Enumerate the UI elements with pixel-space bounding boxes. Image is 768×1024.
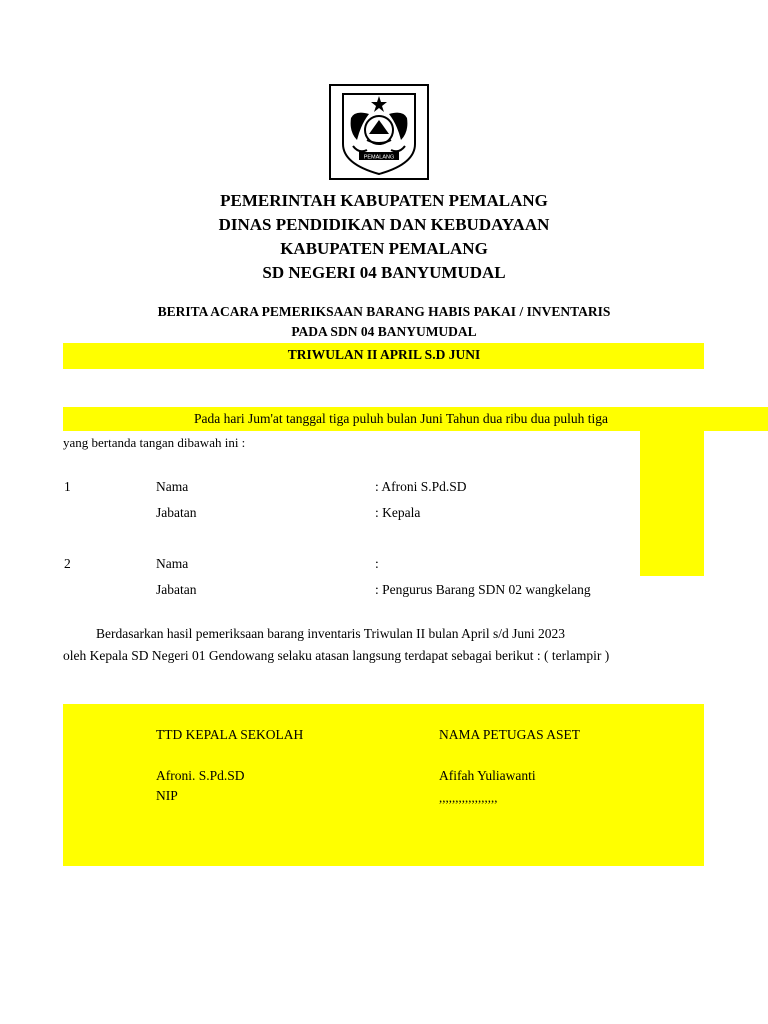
header-line-2: DINAS PENDIDIKAN DAN KEBUDAYAAN [218,215,550,234]
signer-2-number: 2 [64,556,71,571]
left-signature-nip: NIP [156,788,178,803]
intro-line-2: yang bertanda tangan dibawah ini : [63,435,246,450]
emblem-ribbon-text: PEMALANG [363,154,395,161]
signer-2-position-label: Jabatan [156,582,197,597]
signer-1-name-value: : Afroni S.Pd.SD [375,479,467,494]
signer-1-number: 1 [64,479,71,494]
document-title-line-1: BERITA ACARA PEMERIKSAAN BARANG HABIS PAKAI / INVENTARIS [157,304,611,319]
signer-1-position-label: Jabatan [156,505,197,520]
right-signature-name: Afifah Yuliawanti [439,768,536,783]
signer-2-name-value: : [375,556,379,571]
header-line-3: KABUPATEN PEMALANG [280,239,488,258]
header-line-1: PEMERINTAH KABUPATEN PEMALANG [220,191,548,210]
statement-line-2: oleh Kepala SD Negeri 01 Gendowang selaku atasan langsung terdapat sebagai berikut : ( terlampir ) [63,648,610,663]
signer-2-position-value: : Pengurus Barang SDN 02 wangkelang [375,582,591,597]
pemalang-emblem-logo [329,84,429,180]
statement-line-1: Berdasarkan hasil pemeriksaan barang inventaris Triwulan II bulan April s/d Juni 2023 [96,626,566,641]
left-signature-title: TTD KEPALA SEKOLAH [156,727,304,742]
side-highlight-block [640,431,704,576]
signer-1-name-label: Nama [156,479,189,494]
right-signature-title: NAMA PETUGAS ASET [439,727,581,742]
signer-2-name-label: Nama [156,556,189,571]
document-title-line-2: PADA SDN 04 BANYUMUDAL [291,324,477,339]
left-signature-name: Afroni. S.Pd.SD [156,768,245,783]
right-signature-dots: ,,,,,,,,,,,,,,,,,, [439,790,498,805]
intro-line-1: Pada hari Jum'at tanggal tiga puluh bulan Juni Tahun dua ribu dua puluh tiga [194,411,609,426]
period-title: TRIWULAN II APRIL S.D JUNI [287,347,481,362]
header-line-4: SD NEGERI 04 BANYUMUDAL [262,263,506,282]
signer-1-position-value: : Kepala [375,505,421,520]
